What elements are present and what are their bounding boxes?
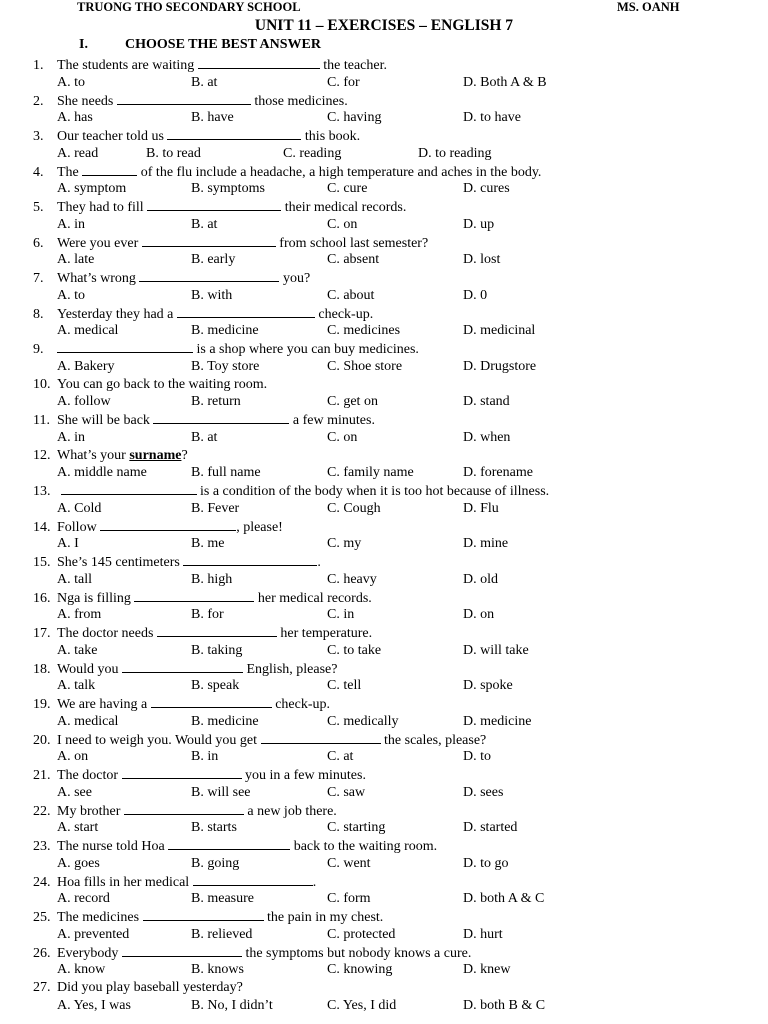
question-text-end: the scales, please? xyxy=(380,732,487,748)
question-item xyxy=(0,482,768,518)
answer-option[interactable]: D. medicine xyxy=(463,713,532,729)
answer-option[interactable]: C. get on xyxy=(327,394,378,409)
question-text: Hoa fills in her medical xyxy=(57,874,193,890)
question-text-end: the pain in my chest. xyxy=(263,910,384,925)
answer-option[interactable]: C. tell xyxy=(327,678,362,693)
answer-option[interactable]: A. take xyxy=(57,642,98,658)
answer-option[interactable]: A. symptom xyxy=(57,181,127,196)
answer-options xyxy=(0,819,768,836)
answer-option[interactable]: D. started xyxy=(463,820,518,835)
question-number: 24. xyxy=(33,874,51,890)
question-number: 27. xyxy=(33,980,51,995)
answer-options xyxy=(0,961,768,978)
answer-blank[interactable] xyxy=(147,198,281,211)
answer-option[interactable]: A. to xyxy=(57,287,85,303)
answer-option[interactable]: A. middle name xyxy=(57,465,147,480)
answer-option[interactable]: A. medical xyxy=(57,713,119,729)
page-title: UNIT 11 – EXERCISES – ENGLISH 7 xyxy=(254,17,514,34)
answer-option[interactable]: D. stand xyxy=(463,394,510,409)
answer-option[interactable]: D. hurt xyxy=(463,926,503,942)
question-text: The nurse told Hoa xyxy=(57,839,169,854)
question-stem xyxy=(33,411,375,429)
answer-blank[interactable] xyxy=(57,340,193,353)
question-item xyxy=(0,695,768,731)
question-text-end: check-up. xyxy=(271,697,331,712)
question-number: 2. xyxy=(33,93,44,109)
answer-option[interactable]: D. on xyxy=(463,607,495,622)
question-text: She needs xyxy=(57,93,117,109)
question-text: My brother xyxy=(57,803,124,819)
answer-option[interactable]: B. with xyxy=(191,287,233,303)
question-text: The medicines xyxy=(57,910,143,925)
question-text: Follow xyxy=(57,519,101,535)
question-stem xyxy=(33,198,406,216)
question-text: She’s 145 centimeters xyxy=(57,555,184,570)
answer-option[interactable]: C. to take xyxy=(327,642,382,658)
answer-options xyxy=(0,429,768,446)
answer-option[interactable]: B. medicine xyxy=(191,713,259,729)
teacher-name: MS. OANH xyxy=(617,0,680,14)
answer-option[interactable]: C. saw xyxy=(327,784,366,800)
question-text: You can go back to the waiting room. xyxy=(57,376,268,392)
answer-option[interactable]: D. to go xyxy=(463,855,509,871)
question-number: 12. xyxy=(33,447,51,463)
answer-option[interactable]: C. medically xyxy=(327,713,399,729)
section-numeral: I. xyxy=(79,37,88,52)
answer-options xyxy=(0,109,768,126)
question-text-end: her temperature. xyxy=(276,626,373,641)
question-item xyxy=(0,624,768,660)
question-stem xyxy=(33,92,348,110)
answer-options xyxy=(0,74,768,91)
question-text: We are having a xyxy=(57,697,151,712)
question-text: She will be back xyxy=(57,413,154,428)
question-number: 19. xyxy=(33,697,51,712)
answer-option[interactable]: A. read xyxy=(57,145,99,161)
question-text-end: check-up. xyxy=(314,306,374,322)
answer-option[interactable]: C. reading xyxy=(283,145,342,161)
answer-option[interactable]: A. from xyxy=(57,607,102,622)
question-text-end: those medicines. xyxy=(250,93,348,109)
answer-option[interactable]: B. have xyxy=(191,110,234,125)
answer-option[interactable]: B. taking xyxy=(191,642,243,658)
section-title: CHOOSE THE BEST ANSWER xyxy=(125,37,321,52)
answer-option[interactable]: B. speak xyxy=(191,678,240,693)
answer-blank[interactable] xyxy=(122,944,242,957)
question-text-end: . xyxy=(312,874,317,890)
answer-option[interactable]: A. I xyxy=(57,536,79,551)
answer-option[interactable]: B. high xyxy=(191,571,233,587)
answer-option[interactable]: C. form xyxy=(327,891,371,906)
answer-option[interactable]: C. for xyxy=(327,74,360,90)
question-text-end: you? xyxy=(279,271,311,286)
question-item xyxy=(0,518,768,554)
answer-blank[interactable] xyxy=(100,518,236,531)
question-text: Did you play baseball yesterday? xyxy=(57,980,243,995)
answer-blank[interactable] xyxy=(142,234,276,247)
question-text-end: the symptoms but nobody knows a cure. xyxy=(241,945,472,961)
question-item xyxy=(0,553,768,589)
question-item xyxy=(0,908,768,944)
answer-option[interactable]: B. return xyxy=(191,394,241,409)
question-item xyxy=(0,92,768,128)
answer-options xyxy=(0,216,768,233)
question-number: 22. xyxy=(33,803,51,819)
question-stem xyxy=(33,447,188,464)
question-text: Our teacher told us xyxy=(57,129,168,144)
answer-option[interactable]: C. Cough xyxy=(327,500,381,516)
answer-option[interactable]: B. Fever xyxy=(191,500,240,516)
question-stem xyxy=(33,731,486,749)
question-number: 23. xyxy=(33,839,51,854)
question-text-end: this book. xyxy=(301,129,361,144)
question-stem xyxy=(33,127,360,145)
answer-option[interactable]: A. Bakery xyxy=(57,358,115,374)
answer-options xyxy=(0,855,768,872)
answer-option[interactable]: D. both A & C xyxy=(463,891,545,906)
question-stem xyxy=(33,979,243,996)
answer-option[interactable]: D. to xyxy=(463,749,491,764)
answer-option[interactable]: D. to have xyxy=(463,110,521,125)
answer-blank[interactable] xyxy=(61,482,197,495)
answer-option[interactable]: C. went xyxy=(327,855,371,871)
answer-blank[interactable] xyxy=(177,305,315,318)
answer-option[interactable]: D. knew xyxy=(463,962,511,977)
answer-blank[interactable] xyxy=(193,873,313,886)
question-text: Nga is filling xyxy=(57,590,135,606)
answer-option[interactable]: B. at xyxy=(191,429,218,445)
question-text-end: back to the waiting room. xyxy=(290,839,438,854)
question-text-end: , please! xyxy=(236,519,283,535)
question-stem xyxy=(33,518,283,536)
answer-option[interactable]: D. both B & C xyxy=(463,997,546,1013)
question-number: 8. xyxy=(33,306,44,322)
answer-option[interactable]: B. going xyxy=(191,855,240,871)
question-text: I need to weigh you. Would you get xyxy=(57,732,261,748)
answer-options xyxy=(0,890,768,907)
question-text-end: . xyxy=(317,555,321,570)
question-text: They had to fill xyxy=(57,200,148,215)
answer-option[interactable]: C. on xyxy=(327,216,358,232)
answer-options xyxy=(0,784,768,801)
answer-option[interactable]: C. protected xyxy=(327,926,396,942)
question-text-end: from school last semester? xyxy=(275,235,429,251)
question-stem xyxy=(33,837,437,855)
answer-option[interactable]: C. knowing xyxy=(327,962,393,977)
question-number: 16. xyxy=(33,590,51,606)
answer-option[interactable]: D. old xyxy=(463,571,498,587)
answer-option[interactable]: B. for xyxy=(191,607,224,622)
question-item xyxy=(0,802,768,838)
answer-option[interactable]: A. know xyxy=(57,962,106,977)
question-text: The xyxy=(57,164,83,180)
answer-options xyxy=(0,997,768,1014)
answer-option[interactable]: A. in xyxy=(57,429,85,445)
question-item xyxy=(0,766,768,802)
answer-option[interactable]: A. has xyxy=(57,110,93,125)
answer-option[interactable]: D. up xyxy=(463,216,495,232)
question-stem xyxy=(33,482,549,500)
answer-blank[interactable] xyxy=(82,163,137,176)
question-stem xyxy=(33,269,310,287)
answer-option[interactable]: C. in xyxy=(327,607,355,622)
answer-option[interactable]: B. relieved xyxy=(191,926,253,942)
answer-option[interactable]: D. will take xyxy=(463,642,529,658)
answer-blank[interactable] xyxy=(143,908,264,921)
answer-options xyxy=(0,926,768,943)
question-text-end: their medical records. xyxy=(281,200,407,215)
answer-option[interactable]: D. sees xyxy=(463,784,504,800)
question-stem xyxy=(33,695,330,713)
question-stem xyxy=(33,802,337,820)
answer-options xyxy=(0,713,768,730)
answer-blank[interactable] xyxy=(168,837,290,850)
question-number: 10. xyxy=(33,376,51,392)
question-text: The students are waiting xyxy=(57,58,198,73)
question-number: 26. xyxy=(33,945,51,961)
question-text: Everybody xyxy=(57,945,122,961)
question-number: 6. xyxy=(33,235,44,251)
answer-option[interactable]: C. starting xyxy=(327,820,386,835)
answer-options xyxy=(0,535,768,552)
answer-option[interactable]: D. Drugstore xyxy=(463,358,537,374)
question-number: 25. xyxy=(33,910,51,925)
answer-option[interactable]: B. full name xyxy=(191,465,261,480)
answer-option[interactable]: A. in xyxy=(57,216,85,232)
question-item xyxy=(0,944,768,980)
school-name: TRUONG THO SECONDARY SCHOOL xyxy=(77,0,301,14)
answer-option[interactable]: B. knows xyxy=(191,962,244,977)
answer-options xyxy=(0,180,768,197)
answer-blank[interactable] xyxy=(157,624,277,637)
question-item xyxy=(0,127,768,163)
question-item xyxy=(0,979,768,1015)
answer-option[interactable]: D. mine xyxy=(463,536,509,551)
question-number: 7. xyxy=(33,271,44,286)
answer-blank[interactable] xyxy=(261,731,381,744)
question-text-end: of the flu include a headache, a high temperature and aches in the body. xyxy=(137,164,542,180)
answer-option[interactable]: A. on xyxy=(57,749,89,764)
answer-option[interactable]: D. Flu xyxy=(463,500,499,516)
answer-option[interactable]: C. heavy xyxy=(327,571,377,587)
answer-option[interactable]: A. record xyxy=(57,891,110,906)
question-item xyxy=(0,56,768,92)
question-stem xyxy=(33,944,471,962)
question-number: 4. xyxy=(33,164,44,180)
answer-blank[interactable] xyxy=(167,127,301,140)
answer-option[interactable]: C. having xyxy=(327,110,382,125)
answer-option[interactable]: C. family name xyxy=(327,465,414,480)
question-number: 20. xyxy=(33,732,51,748)
answer-option[interactable]: C. Yes, I did xyxy=(327,997,397,1013)
answer-options xyxy=(0,642,768,659)
question-item xyxy=(0,376,768,412)
question-number: 1. xyxy=(33,58,44,73)
question-text: What’s your xyxy=(57,447,130,463)
answer-option[interactable]: B. symptoms xyxy=(191,181,265,196)
question-number: 14. xyxy=(33,519,51,535)
question-text: Yesterday they had a xyxy=(57,306,177,322)
question-stem xyxy=(33,376,267,393)
answer-options xyxy=(0,251,768,268)
answer-option[interactable]: C. medicines xyxy=(327,323,401,338)
answer-option[interactable]: B. early xyxy=(191,252,236,267)
question-stem xyxy=(33,660,337,678)
answer-option[interactable]: B. at xyxy=(191,74,218,90)
question-list xyxy=(0,56,768,1015)
answer-blank[interactable] xyxy=(139,269,279,282)
question-item xyxy=(0,447,768,483)
section-heading xyxy=(79,37,321,53)
question-text: The doctor needs xyxy=(57,626,157,641)
question-number: 5. xyxy=(33,200,44,215)
answer-option[interactable]: C. on xyxy=(327,429,358,445)
question-item xyxy=(0,305,768,341)
answer-option[interactable]: B. at xyxy=(191,216,218,232)
answer-option[interactable]: B. No, I didn’t xyxy=(191,997,273,1013)
question-stem xyxy=(33,163,541,181)
question-item xyxy=(0,589,768,625)
answer-option[interactable]: A. medical xyxy=(57,323,119,338)
question-stem xyxy=(33,340,419,358)
answer-options xyxy=(0,606,768,623)
question-item xyxy=(0,198,768,234)
answer-option[interactable]: A. Cold xyxy=(57,500,102,516)
question-item xyxy=(0,163,768,199)
question-text-end: is a shop where you can buy medicines. xyxy=(193,342,419,357)
answer-option[interactable]: C. about xyxy=(327,287,375,303)
question-stem xyxy=(33,553,321,571)
question-item xyxy=(0,411,768,447)
answer-option[interactable]: A. late xyxy=(57,252,95,267)
answer-option[interactable]: A. see xyxy=(57,784,92,800)
answer-blank[interactable] xyxy=(151,695,272,708)
answer-option[interactable]: D. forename xyxy=(463,465,533,480)
answer-options xyxy=(0,677,768,694)
answer-blank[interactable] xyxy=(117,92,251,105)
answer-blank[interactable] xyxy=(183,553,317,566)
question-text: Would you xyxy=(57,661,122,677)
question-number: 11. xyxy=(33,413,50,428)
question-stem xyxy=(33,873,316,891)
answer-option[interactable]: A. prevented xyxy=(57,926,130,942)
answer-option[interactable]: A. goes xyxy=(57,855,100,871)
answer-options xyxy=(0,322,768,339)
answer-option[interactable]: D. when xyxy=(463,429,511,445)
question-number: 3. xyxy=(33,129,44,144)
answer-blank[interactable] xyxy=(122,766,242,779)
question-text: Were you ever xyxy=(57,235,142,251)
question-item xyxy=(0,269,768,305)
question-text: The doctor xyxy=(57,768,122,783)
question-stem xyxy=(33,56,387,74)
answer-option[interactable]: D. Both A & B xyxy=(463,74,547,90)
question-number: 18. xyxy=(33,661,51,677)
question-number: 21. xyxy=(33,768,51,783)
question-number: 9. xyxy=(33,342,44,357)
question-number: 17. xyxy=(33,626,51,641)
answer-blank[interactable] xyxy=(198,56,320,69)
answer-option[interactable]: A. Yes, I was xyxy=(57,997,131,1013)
question-stem xyxy=(33,589,372,607)
answer-options xyxy=(0,287,768,304)
answer-options xyxy=(0,571,768,588)
question-item xyxy=(0,340,768,376)
question-text-end: ? xyxy=(181,447,188,463)
answer-option[interactable]: B. will see xyxy=(191,784,251,800)
question-stem xyxy=(33,908,383,926)
question-text-end: is a condition of the body when it is too hot because of illness. xyxy=(196,484,550,499)
answer-option[interactable]: A. tall xyxy=(57,571,92,587)
answer-option[interactable]: A. talk xyxy=(57,678,96,693)
answer-options xyxy=(0,358,768,375)
answer-option[interactable]: D. 0 xyxy=(463,287,488,303)
answer-option[interactable]: B. me xyxy=(191,536,225,551)
question-text-end: a few minutes. xyxy=(289,413,375,428)
answer-option[interactable]: D. to reading xyxy=(418,145,492,161)
answer-options xyxy=(0,464,768,481)
answer-option[interactable]: B. to read xyxy=(146,145,201,161)
question-stem xyxy=(33,305,373,323)
answer-option[interactable]: D. lost xyxy=(463,252,501,267)
answer-blank[interactable] xyxy=(134,589,254,602)
answer-option[interactable]: A. start xyxy=(57,820,99,835)
question-item xyxy=(0,731,768,767)
question-text-end: a new job there. xyxy=(243,803,337,819)
answer-blank[interactable] xyxy=(124,802,244,815)
answer-option[interactable]: B. starts xyxy=(191,820,237,835)
answer-options xyxy=(0,393,768,410)
question-number: 13. xyxy=(33,484,51,499)
question-item xyxy=(0,234,768,270)
answer-option[interactable]: C. Shoe store xyxy=(327,358,403,374)
question-item xyxy=(0,837,768,873)
answer-option[interactable]: C. cure xyxy=(327,181,368,196)
answer-option[interactable]: B. in xyxy=(191,749,219,764)
answer-options xyxy=(0,748,768,765)
answer-option[interactable]: D. spoke xyxy=(463,678,513,693)
answer-options xyxy=(0,145,768,162)
question-item xyxy=(0,873,768,909)
answer-blank[interactable] xyxy=(153,411,289,424)
answer-options xyxy=(0,500,768,517)
question-text-end: her medical records. xyxy=(254,590,372,606)
question-stem xyxy=(33,766,366,784)
answer-option[interactable]: A. follow xyxy=(57,394,111,409)
answer-option[interactable]: C. my xyxy=(327,536,362,551)
question-text-end: the teacher. xyxy=(319,58,387,73)
question-stem xyxy=(33,624,372,642)
answer-option[interactable]: B. measure xyxy=(191,891,254,906)
answer-option[interactable]: A. to xyxy=(57,74,85,90)
question-item xyxy=(0,660,768,696)
answer-option[interactable]: D. medicinal xyxy=(463,323,536,338)
answer-blank[interactable] xyxy=(122,660,243,673)
question-stem xyxy=(33,234,428,252)
answer-option[interactable]: D. cures xyxy=(463,181,510,196)
question-text-end: you in a few minutes. xyxy=(241,768,366,783)
question-text-end: English, please? xyxy=(242,661,338,677)
answer-option[interactable]: C. at xyxy=(327,749,354,764)
question-number: 15. xyxy=(33,555,51,570)
answer-option[interactable]: B. medicine xyxy=(191,323,259,338)
answer-option[interactable]: C. absent xyxy=(327,252,380,267)
answer-option[interactable]: B. Toy store xyxy=(191,358,260,374)
question-text: What’s wrong xyxy=(57,271,140,286)
emphasized-word: surname xyxy=(129,447,182,463)
